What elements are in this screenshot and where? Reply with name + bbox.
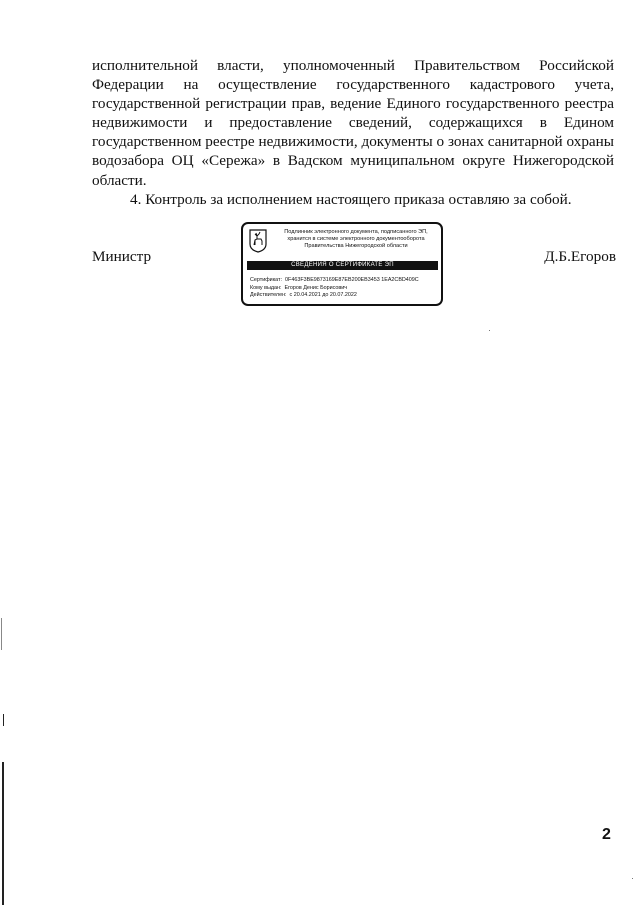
nizhny-novgorod-deer-emblem-icon <box>249 229 267 253</box>
scan-artifact-line <box>3 714 4 726</box>
validity-value: с 20.04.2021 до 20.07.2022 <box>289 292 357 299</box>
certificate-row <box>250 277 440 285</box>
stamp-details <box>250 277 440 300</box>
stamp-title-bar: СВЕДЕНИЯ О СЕРТИФИКАТЕ ЭП <box>247 261 438 270</box>
stamp-header-line-2: хранится в системе электронного документооборота <box>287 236 425 242</box>
scan-artifact-dot <box>489 330 490 331</box>
issued-to-label: Кому выдан: <box>250 284 282 291</box>
document-body <box>92 56 614 209</box>
validity-label: Действителен: <box>250 292 287 299</box>
scan-artifact-line <box>2 762 4 905</box>
paragraph-continued: исполнительной власти, уполномоченный Правительством Российской Федерации на осуществление государственного кадастрового учета, государственной регистрации прав, ведение Единого государственного реестра недвижимости и предоставление сведений, содержащихся в Едином государственном реестре недвижимости, документы о зонах санитарной охраны водозабора ОЦ «Сережа» в Вадском муниципальном округе Нижегородской области. <box>92 57 614 189</box>
scan-artifact-dot <box>632 878 633 879</box>
certificate-label: Сертификат: <box>250 277 283 283</box>
scan-artifact-line <box>1 618 2 650</box>
stamp-header-line-1: Подлинник электронного документа, подписанного ЭП, <box>284 229 428 235</box>
electronic-signature-stamp <box>241 222 443 306</box>
certificate-value: 0F463F3BE9873169E87EB200EB3453 1EA2CBD409C <box>285 277 419 283</box>
signatory-role: Министр <box>92 248 152 265</box>
issued-to-value: Егоров Денис Борисович <box>284 284 348 291</box>
validity-row <box>250 292 440 300</box>
signatory-name: Д.Б.Егоров <box>544 248 616 265</box>
paragraph-4: 4. Контроль за исполнением настоящего приказа оставляю за собой. <box>130 190 572 208</box>
stamp-header <box>271 229 441 250</box>
stamp-header-line-3: Правительства Нижегородской области <box>304 243 408 249</box>
page-number: 2 <box>602 826 611 843</box>
